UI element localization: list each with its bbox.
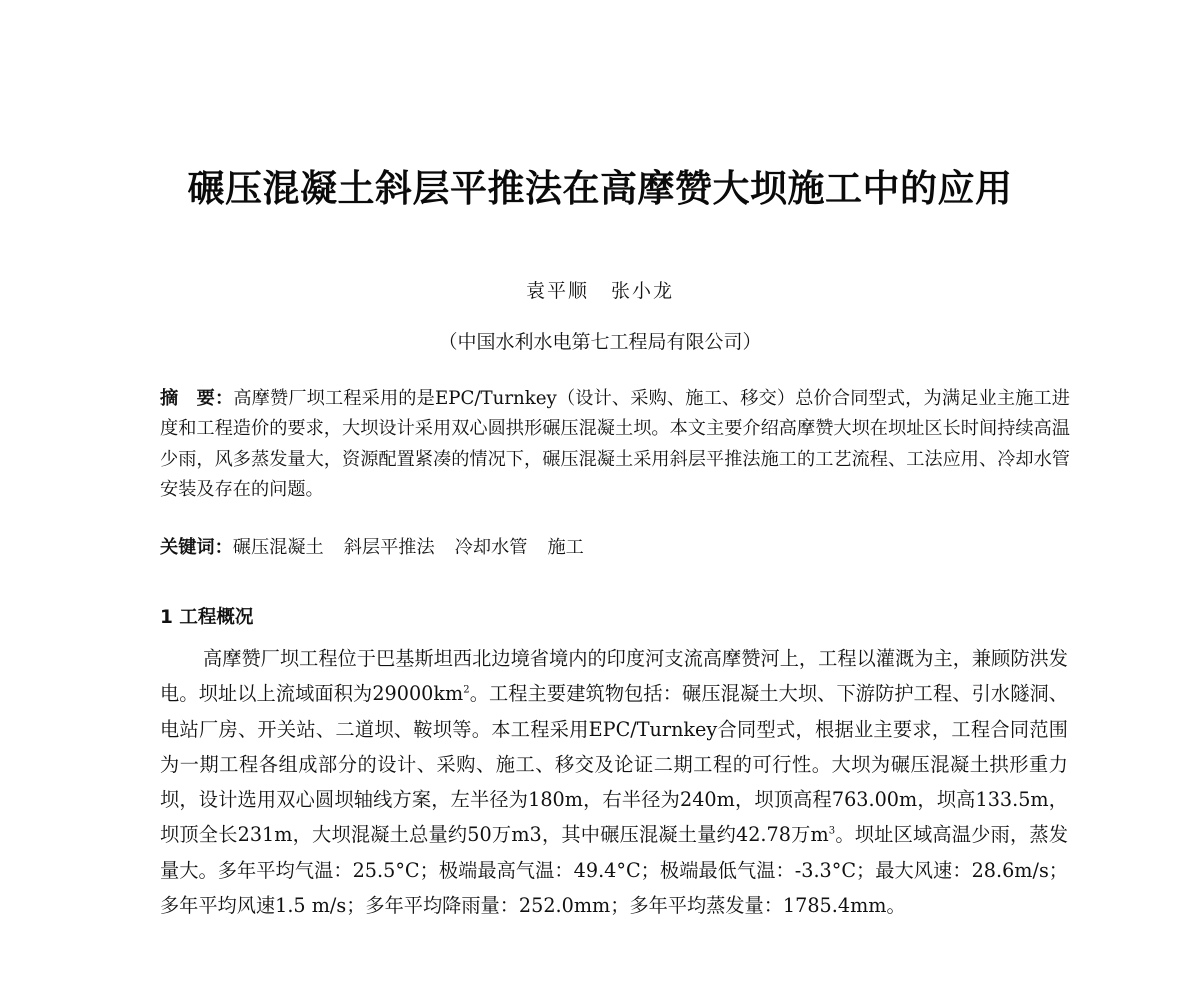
author-list	[0, 276, 1200, 303]
keyword: 冷却水管	[454, 537, 528, 558]
keyword: 碾压混凝土	[232, 537, 324, 558]
superscript: 2	[463, 684, 470, 696]
keyword: 斜层平推法	[343, 537, 435, 558]
paragraph-text: 高摩赞厂坝工程位于巴基斯坦西北边境省境内的印度河支流高摩赞河上，工程以灌溉为主，兼顾防洪发电。坝址以上流域面积为29000km	[160, 647, 1068, 706]
abstract-label: 摘 要：	[160, 388, 234, 409]
abstract-text: 高摩赞厂坝工程采用的是EPC/Turnkey（设计、采购、施工、移交）总价合同型式，为满足业主施工进度和工程造价的要求，大坝设计采用双心圆拱形碾压混凝土坝。本文主要介绍高摩赞大坝在坝址区长时间持续高温少雨，风多蒸发量大，资源配置紧凑的情况下，碾压混凝土采用斜层平推法施工的工艺流程、工法应用、冷却水管安装及存在的问题。	[160, 388, 1070, 500]
section-paragraph	[160, 641, 1068, 923]
superscript: 3	[828, 826, 836, 838]
keywords	[160, 533, 1070, 563]
section-heading: 1 工程概况	[160, 607, 254, 628]
abstract	[160, 384, 1070, 505]
keyword: 施工	[547, 537, 584, 558]
paragraph-text: 。工程主要建筑物包括：碾压混凝土大坝、下游防护工程、引水隧洞、电站厂房、开关站、二道坝、鞍坝等。本工程采用EPC/Turnkey合同型式，根据业主要求，工程合同范围为一期工程各组成部分的设计、采购、施工、移交及论证二期工程的可行性。大坝为碾压混凝土拱形重力坝，设计选用双心圆坝轴线方案，左半径为180m，右半径为240m，坝顶高程763.00m，坝高133.5m，坝顶全长231m，大坝混凝土总量约50万m3，其中碾压混凝土量约42.78万m	[160, 682, 1068, 847]
paragraph-text: 。坝址区域高温少雨，蒸发量大。多年平均气温：25.5°C；极端最高气温：49.4°C；极端最低气温：-3.3°C；最大风速：28.6m/s；多年平均风速1.5 m/s；多年平均降雨量：252.0mm；多年平均蒸发量：1785.4mm。	[160, 823, 1069, 918]
author-name: 袁平顺	[525, 280, 589, 302]
author-affiliation: （中国水利水电第七工程局有限公司）	[438, 331, 762, 353]
keywords-label: 关键词：	[160, 537, 233, 558]
author-name: 张小龙	[611, 280, 675, 302]
paper-title: 碾压混凝土斜层平推法在高摩赞大坝施工中的应用	[187, 167, 1013, 210]
